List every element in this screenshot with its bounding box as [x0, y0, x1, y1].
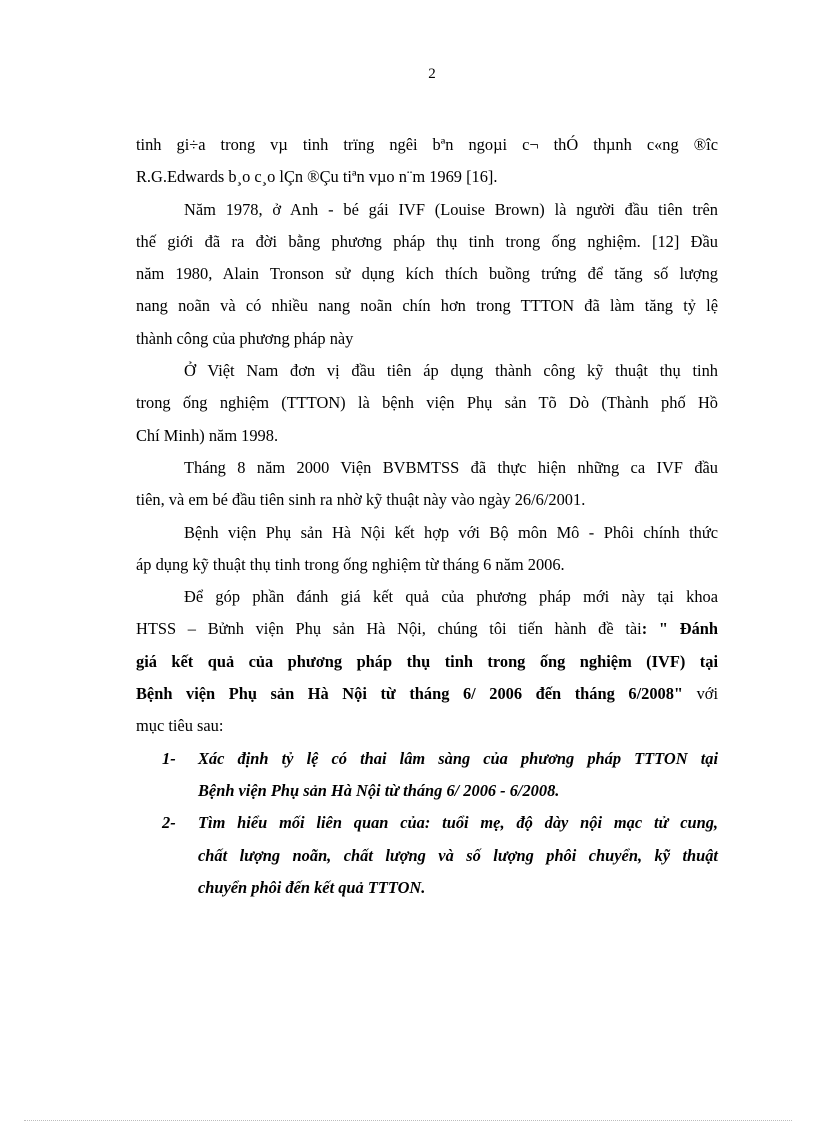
objective-item — [136, 743, 718, 808]
objective-text: Tìm hiểu mối liên quan của: tuổi mẹ, độ dày nội mạc tử cung, — [198, 813, 718, 833]
objective-item — [136, 807, 718, 904]
text-line — [136, 678, 718, 710]
text-line: năm 1980, Alain Tronson sử dụng kích thích buồng trứng để tăng số lượng — [136, 264, 718, 284]
study-title-start: : " Đánh — [641, 619, 718, 639]
paragraph-study-topic — [136, 581, 718, 742]
text-line: thành công của phương pháp này — [136, 328, 354, 348]
text-line: mục tiêu sau: — [136, 716, 224, 736]
text-line: nang noãn và có nhiều nang noãn chín hơn trong TTTON đã làm tăng tỷ lệ — [136, 296, 718, 316]
text-line: Chí Minh) năm 1998. — [136, 425, 279, 445]
paragraph-hanoi-hospital — [136, 517, 718, 582]
text-segment: HTSS – Bửnh viện Phụ sản Hà Nội, chúng tôi tiến hành đề tài — [136, 619, 642, 639]
text-line: tiên, và em bé đầu tiên sinh ra nhờ kỹ thuật này vào ngày 26/6/2001. — [136, 490, 586, 510]
objective-number: 1- — [162, 748, 176, 768]
paragraph-vietnam-first — [136, 355, 718, 452]
text-line: Tháng 8 năm 2000 Viện BVBMTSS đã thực hiện những ca IVF đầu — [184, 457, 718, 477]
text-line: R.G.Edwards b¸o c¸o lÇn ®Çu tiªn vµo n¨m 1969 [16]. — [136, 167, 498, 187]
paragraph-ivf-history — [136, 194, 718, 355]
text-line: Để góp phần đánh giá kết quả của phương pháp mới này tại khoa — [184, 587, 718, 607]
text-line: áp dụng kỹ thuật thụ tinh trong ống nghiệm từ tháng 6 năm 2006. — [136, 554, 565, 574]
page-bottom-divider — [24, 1120, 792, 1121]
paragraph-bvbmtss — [136, 452, 718, 517]
paragraph-continued — [136, 129, 718, 194]
objective-text: chất lượng noãn, chất lượng và số lượng phôi chuyển, kỹ thuật — [198, 845, 718, 865]
document-body — [136, 129, 718, 904]
text-line — [136, 613, 718, 645]
text-segment: với — [683, 684, 719, 704]
text-line: tinh gi÷a trong vµ tinh trïng ngêi bªn ngoµi c¬ thÓ thµnh c«ng ®îc — [136, 135, 718, 154]
page-number: 2 — [428, 66, 436, 82]
text-line: Bệnh viện Phụ sản Hà Nội kết hợp với Bộ môn Mô - Phôi chính thức — [184, 522, 718, 542]
text-line: thế giới đã ra đời bằng phương pháp thụ tinh trong ống nghiệm. [12] Đầu — [136, 231, 718, 251]
objective-text: Bệnh viện Phụ sản Hà Nội từ tháng 6/ 2006 - 6/2008. — [198, 780, 560, 800]
objective-text: chuyển phôi đến kết quả TTTON. — [198, 877, 426, 897]
text-line: Ở Việt Nam đơn vị đầu tiên áp dụng thành công kỹ thuật thụ tinh — [184, 361, 718, 381]
text-line: trong ống nghiệm (TTTON) là bệnh viện Phụ sản Tõ Dò (Thành phố Hồ — [136, 393, 718, 413]
objective-text: Xác định tỷ lệ có thai lâm sàng của phương pháp TTTON tại — [198, 748, 718, 768]
study-title-end: Bệnh viện Phụ sản Hà Nội từ tháng 6/ 2006 đến tháng 6/2008" — [136, 684, 684, 704]
objective-number: 2- — [162, 813, 176, 833]
text-line: Năm 1978, ở Anh - bé gái IVF (Louise Brown) là người đầu tiên trên — [184, 199, 718, 219]
study-title-line: giá kết quả của phương pháp thụ tinh trong ống nghiệm (IVF) tại — [136, 651, 718, 671]
